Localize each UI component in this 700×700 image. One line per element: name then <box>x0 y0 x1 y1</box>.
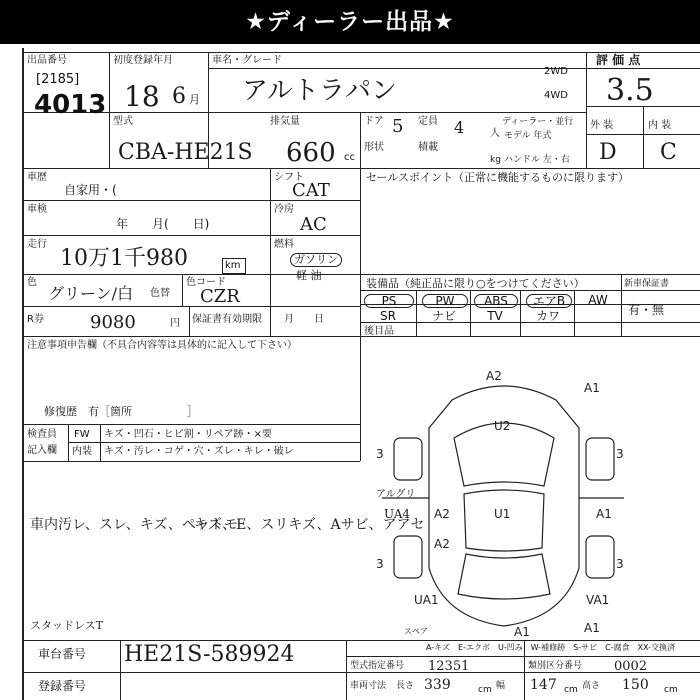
category-value: 0002 <box>614 659 648 674</box>
score-label: 評 価 点 <box>596 53 641 67</box>
dims-label: 車両寸法 <box>350 681 387 691</box>
diagram-note-1: アルグリ <box>376 489 416 500</box>
dims-unit-2: cm <box>564 685 578 695</box>
mark-u1: U1 <box>494 507 511 521</box>
shift-label: シフト <box>274 172 304 183</box>
reg-year: 18 <box>124 80 160 113</box>
equip-sr: SR <box>380 309 396 323</box>
car-name: アルトラパン <box>242 76 397 106</box>
ac-value: AC <box>300 214 327 235</box>
ac-label: 冷房 <box>274 204 294 215</box>
dims-unit-1: cm <box>478 685 492 695</box>
mark-a2-left2: A2 <box>434 537 450 551</box>
load-label: 積載 <box>418 142 438 153</box>
lot-label: 出品番号 <box>27 55 67 66</box>
mileage-value: 10万1千980 <box>60 246 188 271</box>
chassis-label: 車台番号 <box>38 647 87 661</box>
dims-width: 147 <box>530 677 557 693</box>
expiry-label: 保証書有効期限 <box>192 314 262 325</box>
expiry-text: 月 日 <box>284 314 324 325</box>
fuel-gasoline: ガソリン <box>290 253 342 267</box>
dims-unit-3: cm <box>664 685 678 695</box>
mark-a2-front: A2 <box>486 369 502 383</box>
ext-label: 外 装 <box>590 120 614 131</box>
model-label: 型式 <box>113 116 133 127</box>
diagram-note-2: UA4 <box>384 507 411 521</box>
color-label: 色 <box>27 277 37 288</box>
dims-height-label: 高さ <box>582 681 601 691</box>
dims-width-label: 幅 <box>496 681 506 691</box>
lot-sub: [2185] <box>36 72 80 87</box>
recycle-unit: 円 <box>170 318 180 329</box>
handle-label: ハンドル 左・右 <box>504 155 570 165</box>
mark-ua1: UA1 <box>414 593 439 607</box>
comment-right: キズ、E、スリキズ、Aサビ、アアセ <box>194 517 425 533</box>
comment-left: 車内汚レ、スレ、キズ、ペットモ <box>30 517 238 533</box>
mark-a2-left: A2 <box>434 507 450 521</box>
mark-a1-rear: A1 <box>514 625 530 638</box>
model-value: CBA-HE21S <box>118 140 253 165</box>
mark-u2: U2 <box>494 419 511 433</box>
mark-3-rr: 3 <box>616 557 624 571</box>
mark-a1-right: A1 <box>596 507 612 521</box>
int-grade: C <box>660 140 677 165</box>
seat-row-label: 後目品 <box>364 326 394 337</box>
drive-2wd: 2WD <box>544 66 568 77</box>
disp-label: 排気量 <box>270 116 300 127</box>
mark-3-fl: 3 <box>376 447 384 461</box>
equip-pw: PW <box>422 294 468 308</box>
lot-number: 4013 <box>34 90 107 120</box>
doors-value: 5 <box>392 116 404 137</box>
shape-label: 形状 <box>364 142 384 153</box>
reg-label: 初度登録年月 <box>113 55 173 66</box>
use-value: 自家用・( <box>64 183 117 197</box>
seats-label: 定員 <box>418 116 438 127</box>
mark-3-rl: 3 <box>376 557 384 571</box>
checker-fw: FW <box>74 429 90 440</box>
checker-fw-text: キズ・凹石・ヒビ割・リペア跡・×要 <box>104 429 272 440</box>
typeno-value: 12351 <box>428 659 470 674</box>
dims-height: 150 <box>622 677 649 693</box>
equip-tv: TV <box>487 309 503 323</box>
fuel-diesel: 軽 油 <box>296 269 322 282</box>
car-damage-diagram <box>374 368 624 638</box>
dims-length: 339 <box>424 677 451 693</box>
checker-int-text: キズ・汚レ・コゲ・穴・ズレ・キレ・破レ <box>104 446 294 457</box>
equip-abs: ABS <box>474 294 518 308</box>
chassis-value: HE21S-589924 <box>124 642 295 667</box>
dims-length-label: 長さ <box>396 681 415 691</box>
color-code: CZR <box>200 286 240 307</box>
reg-month: 6 <box>172 84 186 109</box>
seats-value: 4 <box>454 118 465 137</box>
load-unit: kg <box>490 155 501 165</box>
inspection-text: 年 月( 日) <box>116 217 210 231</box>
disp-unit: cc <box>344 152 355 163</box>
recycle-value: 9080 <box>90 312 136 333</box>
equip-aw: AW <box>588 293 608 307</box>
mark-a1-front: A1 <box>584 381 600 395</box>
equip-ps: PS <box>364 294 414 308</box>
equip-airbag: エアB <box>526 294 572 308</box>
sales-label: セールスポイント（正常に機能するものに限ります） <box>366 171 630 184</box>
checker-label-1: 検査員 <box>27 429 57 440</box>
dealer-label: ディーラー・並行 <box>502 117 574 127</box>
int-label: 内 装 <box>648 120 672 131</box>
car-label: 車名・グレード <box>212 55 282 66</box>
doors-label: ドア <box>364 116 384 127</box>
color-code-label: 色コード <box>186 277 226 288</box>
warranty-value: 有・無 <box>628 303 665 317</box>
mileage-label: 走行 <box>27 239 47 250</box>
modelyear-label: モデル 年式 <box>504 131 552 141</box>
header-title: ★ディーラー出品★ <box>245 9 455 35</box>
checker-int: 内装 <box>72 446 92 457</box>
disp-value: 660 <box>286 138 336 168</box>
use-label: 車歴 <box>27 172 47 183</box>
regno-label: 登録番号 <box>38 679 87 693</box>
mark-a1-rear2: A1 <box>584 621 600 635</box>
seats-unit: 人 <box>490 128 500 139</box>
fuel-label: 燃料 <box>274 239 294 250</box>
repair-history: 修復歴 有［箇所 ］ <box>44 405 198 418</box>
equip-label: 装備品（純正品に限り○をつけてください） <box>366 277 585 290</box>
checker-label-2: 記入欄 <box>27 445 57 456</box>
spare-label: スペア <box>404 627 428 636</box>
typeno-label: 型式指定番号 <box>350 661 405 671</box>
drive-4wd: 4WD <box>544 90 568 101</box>
comment-stud: スタッドレスT <box>30 619 104 632</box>
warranty-label: 新車保証書 <box>624 279 670 289</box>
color-change-label: 色替 <box>150 288 170 299</box>
recycle-label: R券 <box>27 314 44 325</box>
score-value: 3.5 <box>606 73 654 108</box>
page-header <box>0 0 700 44</box>
equip-navi: ナビ <box>431 309 456 323</box>
reg-month-unit: 月 <box>189 93 200 106</box>
mark-3-fr: 3 <box>616 447 624 461</box>
color-value: グリーン/白 <box>48 284 134 303</box>
mark-va1: VA1 <box>586 593 610 607</box>
damage-legend: A-キズ E-エクボ U-凹み W-補修跡 S-サビ C-腐食 XX-交換済 <box>426 643 676 652</box>
auction-sheet <box>22 48 700 700</box>
shift-value: CAT <box>292 180 330 201</box>
ext-grade: D <box>599 140 617 165</box>
mileage-unit: km <box>225 260 241 271</box>
notes-label: 注意事項申告欄（不具合内容等は具体的に記入して下さい） <box>27 340 297 351</box>
inspection-label: 車検 <box>27 204 47 215</box>
category-label: 類別区分番号 <box>528 661 583 671</box>
equip-leather: カワ <box>535 309 560 323</box>
